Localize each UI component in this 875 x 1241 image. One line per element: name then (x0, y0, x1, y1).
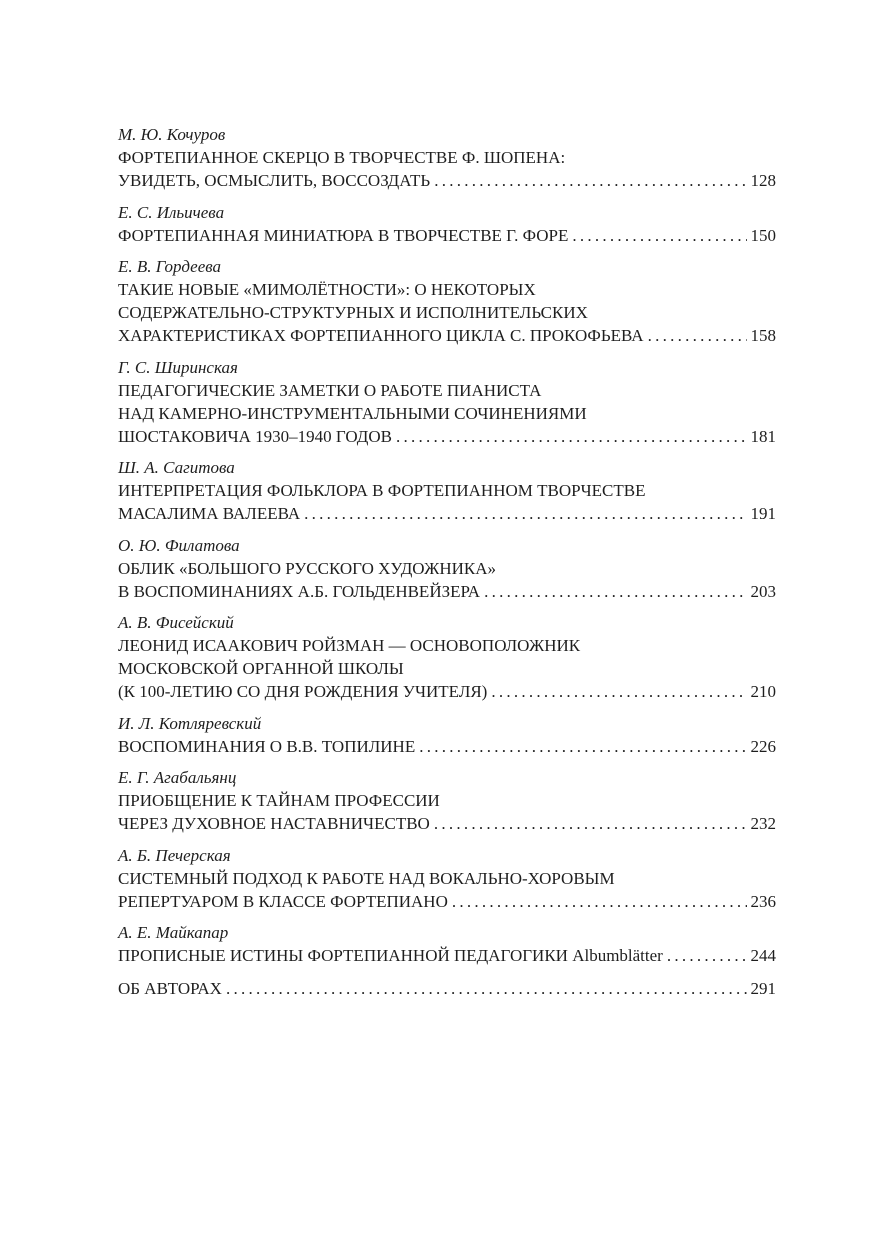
dot-leader (648, 324, 747, 347)
dot-leader (434, 812, 747, 835)
entry-title-text: ШОСТАКОВИЧА 1930–1940 ГОДОВ (118, 426, 392, 446)
entry-title-last-line[interactable] (118, 680, 776, 703)
entry-title-line: СИСТЕМНЫЙ ПОДХОД К РАБОТЕ НАД ВОКАЛЬНО-ХОРОВЫМ (118, 868, 615, 888)
entry-title-line: ЛЕОНИД ИСААКОВИЧ РОЙЗМАН — ОСНОВОПОЛОЖНИК (118, 636, 581, 655)
toc-entry (118, 767, 776, 835)
entry-title-last-line[interactable] (118, 169, 776, 192)
dot-leader (396, 425, 747, 448)
entry-page-number: 128 (750, 171, 776, 190)
dot-leader (452, 890, 747, 913)
entry-title-line: НАД КАМЕРНО-ИНСТРУМЕНТАЛЬНЫМИ СОЧИНЕНИЯМИ (118, 403, 587, 423)
dot-leader (484, 580, 746, 603)
entry-title-last-line[interactable] (118, 944, 776, 967)
about-authors-label: ОБ АВТОРАХ (118, 979, 222, 998)
dot-leader (304, 502, 746, 525)
entry-title-line: МОСКОВСКОЙ ОРГАННОЙ ШКОЛЫ (118, 659, 404, 678)
about-authors-page-number: 291 (750, 979, 776, 998)
dot-leader (434, 169, 746, 192)
entry-title-last-line[interactable] (118, 812, 776, 835)
entry-title-line: ФОРТЕПИАННОЕ СКЕРЦО В ТВОРЧЕСТВЕ Ф. ШОПЕНА: (118, 148, 566, 167)
dot-leader (667, 944, 747, 967)
entry-title-text: ХАРАКТЕРИСТИКАХ ФОРТЕПИАННОГО ЦИКЛА С. ПРОКОФЬЕВА (118, 326, 644, 345)
entry-title-last-line[interactable] (118, 735, 776, 758)
entry-author: О. Ю. Филатова (118, 535, 240, 555)
entry-author: Е. В. Гордеева (118, 257, 221, 276)
entry-author: Г. С. Ширинская (118, 357, 238, 377)
toc-entry (118, 124, 776, 192)
dot-leader (419, 735, 746, 758)
entry-author: А. Е. Майкапар (118, 923, 229, 942)
entry-page-number: 181 (750, 426, 776, 446)
entry-title-last-line[interactable] (118, 502, 776, 525)
entry-title-text: В ВОСПОМИНАНИЯХ А.Б. ГОЛЬДЕНВЕЙЗЕРА (118, 581, 481, 601)
entry-author: И. Л. Котляревский (118, 713, 262, 733)
entry-title-last-line[interactable] (118, 324, 776, 347)
toc-entry (118, 922, 776, 967)
entry-page-number: 244 (750, 946, 776, 965)
entry-title-text: РЕПЕРТУАРОМ В КЛАССЕ ФОРТЕПИАНО (118, 891, 448, 911)
entry-page-number: 210 (750, 682, 776, 701)
entry-title-line: ИНТЕРПРЕТАЦИЯ ФОЛЬКЛОРА В ФОРТЕПИАННОМ ТВОРЧЕСТВЕ (118, 481, 646, 500)
entry-title-line: ПЕДАГОГИЧЕСКИЕ ЗАМЕТКИ О РАБОТЕ ПИАНИСТА (118, 380, 542, 400)
toc-entry (118, 535, 776, 603)
entry-title-last-line[interactable] (118, 224, 776, 247)
entry-author: А. В. Фисейский (118, 613, 234, 632)
entry-title-line: СОДЕРЖАТЕЛЬНО-СТРУКТУРНЫХ И ИСПОЛНИТЕЛЬСКИХ (118, 303, 588, 322)
entry-page-number: 203 (750, 581, 776, 601)
entry-title-text: ЧЕРЕЗ ДУХОВНОЕ НАСТАВНИЧЕСТВО (118, 814, 430, 833)
entry-title-text: ФОРТЕПИАННАЯ МИНИАТЮРА В ТВОРЧЕСТВЕ Г. ФОРЕ (118, 225, 569, 245)
entry-author: А. Б. Печерская (118, 845, 231, 865)
dot-leader (572, 224, 746, 247)
toc-entry (118, 202, 776, 247)
entry-author: Е. Г. Агабальянц (118, 768, 237, 787)
entry-title-text: МАСАЛИМА ВАЛЕЕВА (118, 504, 301, 523)
entry-author: Ш. А. Сагитова (118, 458, 235, 477)
dot-leader (491, 680, 746, 703)
entry-title-text: (К 100-ЛЕТИЮ СО ДНЯ РОЖДЕНИЯ УЧИТЕЛЯ) (118, 682, 488, 701)
entry-title-last-line[interactable] (118, 580, 776, 603)
toc-entry (118, 713, 776, 758)
entry-page-number: 232 (750, 814, 776, 833)
entry-title-text: ВОСПОМИНАНИЯ О В.В. ТОПИЛИНЕ (118, 736, 416, 756)
table-of-contents (118, 124, 776, 1010)
entry-page-number: 226 (750, 736, 776, 756)
entry-title-text: УВИДЕТЬ, ОСМЫСЛИТЬ, ВОССОЗДАТЬ (118, 171, 431, 190)
toc-entry (118, 845, 776, 913)
toc-entry (118, 612, 776, 703)
entry-author: М. Ю. Кочуров (118, 125, 226, 144)
entry-title-last-line[interactable] (118, 425, 776, 448)
entry-title-text: ПРОПИСНЫЕ ИСТИНЫ ФОРТЕПИАННОЙ ПЕДАГОГИКИ Albumblätter (118, 946, 663, 965)
entry-page-number: 191 (750, 504, 776, 523)
entry-page-number: 150 (750, 225, 776, 245)
entry-title-line: ОБЛИК «БОЛЬШОГО РУССКОГО ХУДОЖНИКА» (118, 558, 497, 578)
entry-title-last-line[interactable] (118, 977, 776, 1000)
toc-entry (118, 457, 776, 525)
dot-leader (226, 977, 747, 1000)
entry-title-last-line[interactable] (118, 890, 776, 913)
toc-entry (118, 357, 776, 448)
entry-author: Е. С. Ильичева (118, 202, 225, 222)
entry-title-line: ТАКИЕ НОВЫЕ «МИМОЛЁТНОСТИ»: О НЕКОТОРЫХ (118, 280, 536, 299)
toc-entry (118, 256, 776, 347)
toc-entry-about-authors (118, 977, 776, 1000)
entry-page-number: 236 (750, 891, 776, 911)
entry-title-line: ПРИОБЩЕНИЕ К ТАЙНАМ ПРОФЕССИИ (118, 791, 440, 810)
entry-page-number: 158 (750, 326, 776, 345)
